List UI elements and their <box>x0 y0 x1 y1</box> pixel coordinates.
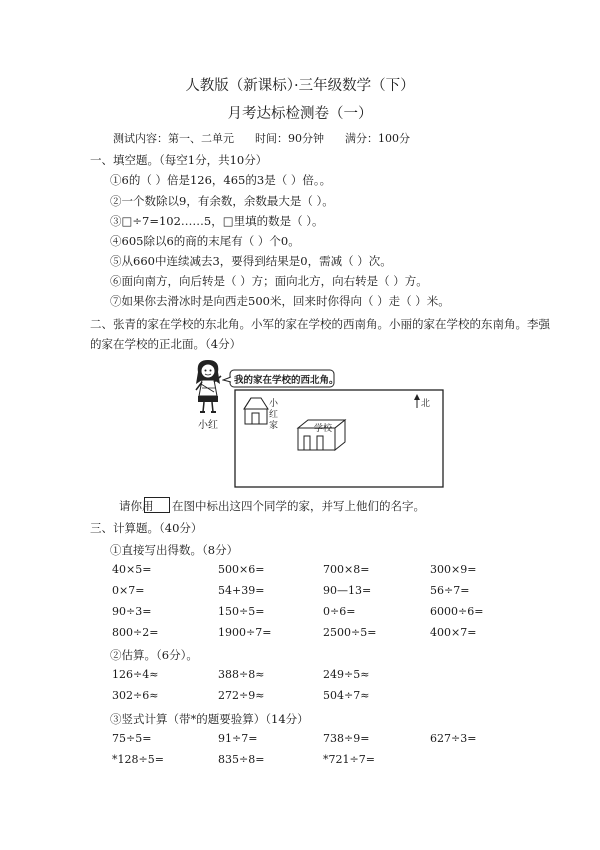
direct-calc-item: 0÷6= <box>323 605 356 618</box>
vertical-calc-item: *721÷7= <box>323 753 375 766</box>
estimate-item: 504÷7≈ <box>323 689 370 702</box>
direct-calc-item: 300×9= <box>430 563 477 576</box>
section2-heading-line1: 二、张青的家在学校的东北角。小军的家在学校的西南角。小丽的家在学校的东南角。李强 <box>90 317 550 331</box>
direct-calc-item: 40×5= <box>112 563 152 576</box>
vertical-calc-item: 738÷9= <box>323 732 370 745</box>
instruction-pre: 请你用 <box>119 499 154 513</box>
house-label-2: 红 <box>269 410 279 420</box>
direct-calc-item: 6000÷6= <box>430 605 484 618</box>
fill-item-3: ③□÷7=102……5，□里填的数是（ ）。 <box>110 214 324 228</box>
direct-calc-item: 1900÷7= <box>218 626 272 639</box>
vertical-calc-item: 91÷7= <box>218 732 258 745</box>
estimate-item: 302÷6≈ <box>112 689 159 702</box>
direct-calc-item: 150÷5= <box>218 605 265 618</box>
direct-calc-heading: ①直接写出得数。（8分） <box>110 543 239 557</box>
page-subtitle: 月考达标检测卷（一） <box>227 106 373 122</box>
direct-calc-item: 90—13= <box>323 584 372 597</box>
section2-heading-line2: 的家在学校的正北面。（4分） <box>90 337 242 351</box>
girl-name: 小红 <box>198 420 218 431</box>
xiaohong-house-icon <box>244 398 268 424</box>
direct-calc-item: 800÷2= <box>112 626 159 639</box>
fill-item-5: ⑤从660中连续减去3，要得到结果是0，需减（ ）次。 <box>110 254 392 268</box>
north-label: 北 <box>421 399 431 409</box>
test-info: 测试内容：第一、二单元 时间：90分钟 满分：100分 <box>113 132 410 145</box>
direct-calc-item: 90÷3= <box>112 605 152 618</box>
estimate-item: 388÷8≈ <box>218 668 265 681</box>
fill-item-1: ①6的（ ）倍是126，465的3是（ ）倍。。 <box>110 173 332 187</box>
direct-calc-item: 700×8= <box>323 563 370 576</box>
direct-calc-item: 54+39= <box>218 584 265 597</box>
page-title: 人教版（新课标）·三年级数学（下） <box>185 78 415 94</box>
direct-calc-item: 400×7= <box>430 626 477 639</box>
direct-calc-item: 0×7= <box>112 584 145 597</box>
vertical-calc-item: 627÷3= <box>430 732 477 745</box>
fill-item-2: ②一个数除以9，有余数，余数最大是（ ）。 <box>110 194 334 208</box>
house-label-3: 家 <box>269 421 279 431</box>
north-arrow-icon <box>414 394 420 408</box>
direct-calc-item: 2500÷5= <box>323 626 377 639</box>
section1-heading: 一、填空题。（每空1分，共10分） <box>90 153 268 167</box>
fill-item-7: ⑦如果你去滑冰时是向西走500米，回来时你得向（ ）走（ ）米。 <box>110 294 450 308</box>
vertical-calc-item: *128÷5= <box>112 753 164 766</box>
speech-text: 我的家在学校的西北角。 <box>234 375 339 386</box>
house-label-1: 小 <box>269 399 279 409</box>
estimate-item: 126÷4≈ <box>112 668 159 681</box>
legend-rectangle <box>144 497 170 513</box>
school-label: 学校 <box>314 424 333 434</box>
fill-item-4: ④605除以6的商的末尾有（ ）个0。 <box>110 234 300 248</box>
vertical-calc-heading: ③竖式计算（带*的题要验算）（14分） <box>110 712 309 726</box>
estimate-item: 249÷5≈ <box>323 668 370 681</box>
estimate-heading: ②估算。（6分）。 <box>110 648 198 662</box>
vertical-calc-item: 835÷8= <box>218 753 265 766</box>
instruction-post: 在图中标出这四个同学的家，并写上他们的名字。 <box>172 499 425 513</box>
section3-heading: 三、计算题。（40分） <box>90 521 203 535</box>
direct-calc-item: 56÷7= <box>430 584 470 597</box>
estimate-item: 272÷9≈ <box>218 689 265 702</box>
direct-calc-item: 500×6= <box>218 563 265 576</box>
fill-item-6: ⑥面向南方，向后转是（ ）方；面向北方，向右转是（ ）方。 <box>110 274 428 288</box>
map-diagram <box>182 354 444 488</box>
vertical-calc-item: 75÷5= <box>112 732 152 745</box>
